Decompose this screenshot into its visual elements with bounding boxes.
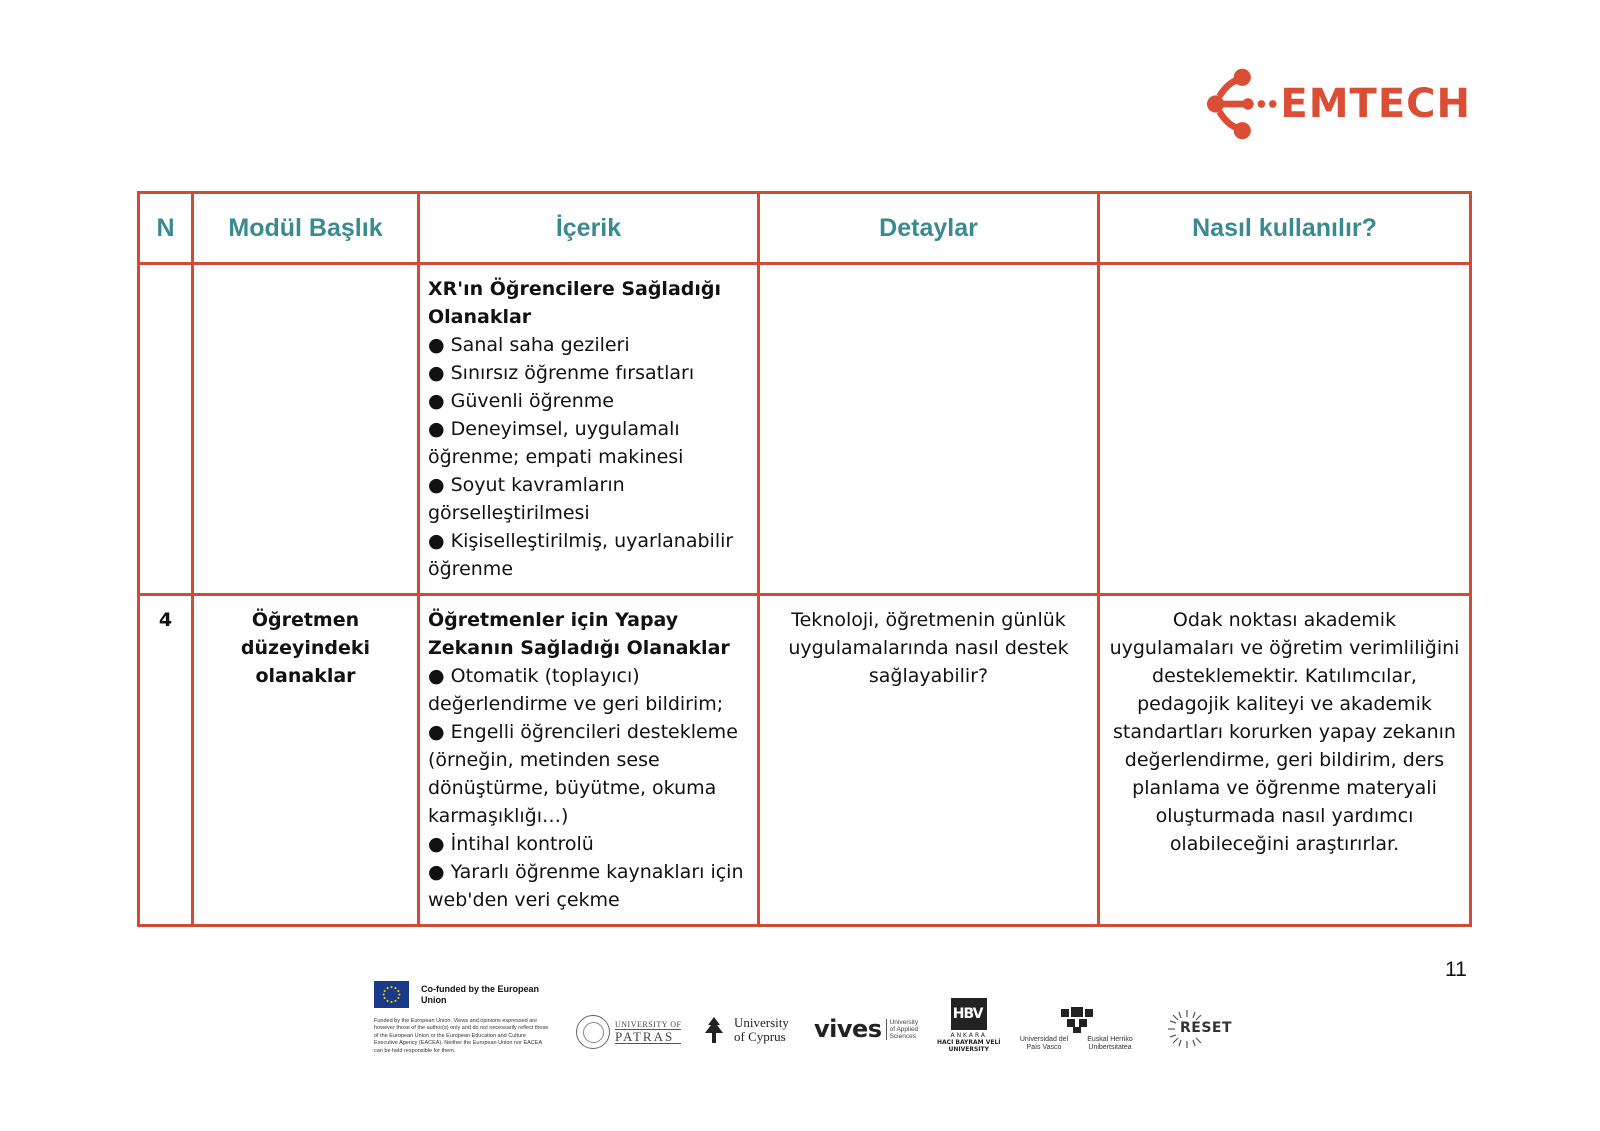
page-number: 11: [1445, 958, 1467, 981]
table-row: [139, 264, 1471, 595]
header-n: N: [139, 193, 193, 264]
cell-module-title: Öğretmen düzeyindeki olanaklar: [193, 595, 419, 926]
cell-details: Teknoloji, öğretmenin günlük uygulamalarında nasıl destek sağlayabilir?: [759, 595, 1099, 926]
list-item: ● Soyut kavramların görselleştirilmesi: [428, 474, 625, 524]
cell-how-to-use: [1099, 264, 1471, 595]
list-item: ● Sınırsız öğrenme fırsatları: [428, 362, 695, 384]
partner-hbv-logo: [937, 998, 1001, 1053]
header-how-to-use: Nasıl kullanılır?: [1099, 193, 1471, 264]
cell-content: [419, 595, 759, 926]
hbv-mark-icon: [951, 998, 987, 1030]
cell-content: [419, 264, 759, 595]
content-title: XR'ın Öğrencilere Sağladığı Olanaklar: [428, 278, 721, 328]
header-content: İçerik: [419, 193, 759, 264]
patras-big-text: PATRAS: [615, 1029, 681, 1044]
patras-small-text: UNIVERSITY OF: [615, 1020, 682, 1029]
list-item: ● İntihal kontrolü: [428, 833, 594, 855]
reset-wordmark: RESET: [1180, 1020, 1233, 1036]
cyprus-line1: University: [734, 1015, 789, 1030]
table-header-row: [139, 193, 1471, 264]
list-item: ● Yararlı öğrenme kaynakları için web'den veri çekme: [428, 861, 744, 911]
eu-cofunded-label: Co-funded by the European Union: [421, 983, 540, 1005]
partner-ehu-logo: [1017, 1005, 1137, 1052]
eu-disclaimer: Funded by the European Union. Views and opinions expressed are however those of the author(s) only and do not necessarily reflect those of the European Union or the European Education and Culture Executive Agency (EACEA). Neither the European Union nor EACEA can be held responsible for them.: [374, 1018, 549, 1054]
partner-patras-logo: [576, 1015, 681, 1049]
emtech-logo: [1206, 66, 1471, 142]
header-details: Detaylar: [759, 193, 1099, 264]
partner-reset-logo: [1166, 1008, 1256, 1052]
header-module-title: Modül Başlık: [193, 193, 419, 264]
hbv-line2: HACI BAYRAM VELİ: [937, 1039, 1001, 1046]
partner-cyprus-logo: [700, 1015, 789, 1045]
cell-n: 4: [139, 595, 193, 926]
hbv-line1: ANKARA: [950, 1032, 988, 1039]
list-item: ● Deneyimsel, uygulamalı öğrenme; empati makinesi: [428, 418, 684, 468]
cell-module-title: [193, 264, 419, 595]
patras-seal-icon: [576, 1015, 610, 1049]
ehu-spanish-name: Universidad del País Vasco: [1019, 1036, 1069, 1051]
table-row: [139, 595, 1471, 926]
partner-vives-logo: [814, 1015, 920, 1043]
eu-funding-block: [374, 981, 549, 1055]
list-item: ● Otomatik (toplayıcı) değerlendirme ve geri bildirim;: [428, 665, 724, 715]
cyprus-line2: of Cyprus: [734, 1029, 786, 1044]
ehu-emblem-icon: [1057, 1005, 1097, 1033]
cell-n: [139, 264, 193, 595]
vives-subtitle: University of Applied Sciences: [886, 1019, 920, 1040]
list-item: ● Güvenli öğrenme: [428, 390, 614, 412]
brand-name: EMTECH: [1280, 81, 1471, 127]
ehu-basque-name: Euskal Herriko Unibertsitatea: [1087, 1036, 1133, 1051]
hbv-mark-text: HBV: [952, 1006, 983, 1022]
list-item: ● Kişiselleştirilmiş, uyarlanabilir öğrenme: [428, 530, 734, 580]
cell-details: [759, 264, 1099, 595]
modules-table: [137, 191, 1472, 927]
list-item: ● Sanal saha gezileri: [428, 334, 630, 356]
eu-flag-icon: [374, 981, 409, 1008]
list-item: ● Engelli öğrencileri destekleme (örneğin, metinden sese dönüştürme, büyütme, okuma karmaşıklığı…): [428, 721, 738, 827]
cyprus-tree-icon: [700, 1015, 728, 1045]
emtech-molecule-icon: [1206, 66, 1280, 142]
cell-how-to-use: Odak noktası akademik uygulamaları ve öğretim verimliliğini desteklemektir. Katılımcılar, pedagojik kaliteyi ve akademik standartları korurken yapay zekanın değerlendirme, geri bildirim, ders planlama ve öğrenme materyali oluşturmada nasıl yardımcı olabileceğini araştırırlar.: [1099, 595, 1471, 926]
content-title: Öğretmenler için Yapay Zekanın Sağladığı Olanaklar: [428, 609, 730, 659]
hbv-line3: UNIVERSITY: [948, 1046, 989, 1053]
vives-wordmark: vives: [814, 1015, 882, 1043]
